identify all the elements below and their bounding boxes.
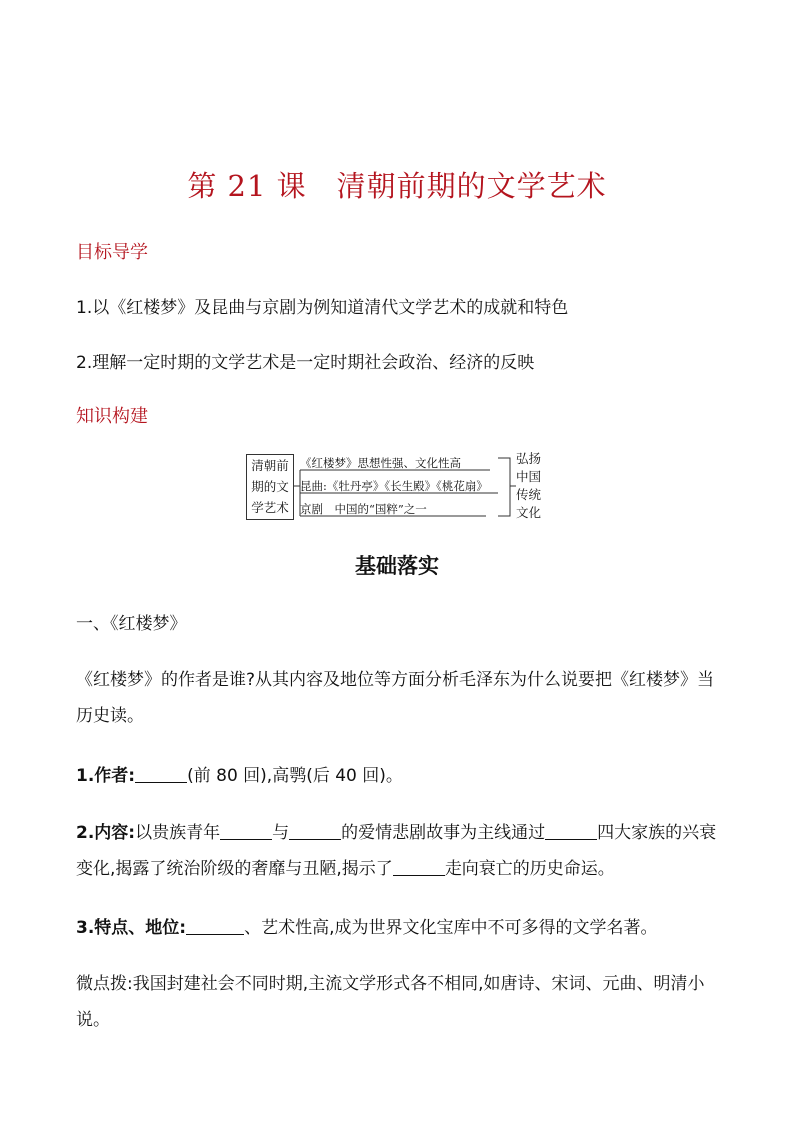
diagram-conclusion (516, 450, 546, 522)
goal-heading: 目标导学 (76, 242, 148, 263)
item-text: 与 (272, 823, 290, 843)
tip-note: 微点拨:我国封建社会不同时期,主流文学形式各不相同,如唐诗、宋词、元曲、明清小说。 (76, 974, 705, 1030)
answer-blank[interactable] (289, 822, 341, 840)
item-text: 走向衰亡的历史命运。 (444, 859, 615, 879)
item-text: 、艺术性高,成为世界文化宝库中不可多得的文学名著。 (244, 918, 658, 938)
item-text: 的爱情悲剧故事为主线通过 (341, 823, 546, 843)
knowledge-diagram (246, 450, 546, 522)
question-text: 《红楼梦》的作者是谁?从其内容及地位等方面分析毛泽东为什么说要把《红楼梦》当历史读。 (76, 670, 715, 726)
answer-blank[interactable] (220, 822, 272, 840)
diagram-row-kunqu: 昆曲:《牡丹亭》《长生殿》《桃花扇》 (300, 479, 488, 493)
diagram-box-line: 期的文 (251, 479, 289, 494)
diagram-row-jingju: 京剧 中国的“国粹”之一 (300, 502, 427, 516)
item-label: 2.内容: (76, 823, 136, 843)
conclusion-line: 弘扬 (516, 451, 542, 466)
item-text: 的兴衰变化,揭露了统治阶级的奢靡与丑陋,揭示了 (76, 823, 717, 879)
conclusion-line: 中国 (516, 469, 542, 484)
answer-blank[interactable] (545, 822, 597, 840)
answer-blank[interactable] (135, 765, 187, 783)
answer-blank[interactable] (393, 858, 445, 876)
conclusion-line: 文化 (516, 505, 542, 520)
item-content (76, 815, 726, 887)
item-feature (76, 913, 658, 938)
diagram-row-hongloumeng: 《红楼梦》思想性强、文化性高 (300, 456, 461, 470)
item-text: (前 80 回),高鹗(后 40 回)。 (187, 766, 403, 786)
goal-1: 1.以《红楼梦》及昆曲与京剧为例知道清代文学艺术的成就和特色 (76, 298, 569, 318)
knowledge-heading: 知识构建 (76, 406, 148, 427)
diagram-box-line: 学艺术 (251, 500, 289, 515)
item-label: 3.特点、地位: (76, 918, 187, 938)
item-text: 四大家族 (597, 823, 666, 843)
page-title: 第 21 课 清朝前期的文学艺术 (187, 169, 607, 203)
conclusion-line: 传统 (516, 487, 542, 502)
goal-2: 2.理解一定时期的文学艺术是一定时期社会政治、经济的反映 (76, 353, 535, 373)
item-label: 1.作者: (76, 766, 136, 786)
item-author (76, 761, 403, 786)
section-title: 一、《红楼梦》 (76, 614, 187, 634)
answer-blank[interactable] (186, 917, 244, 935)
diagram-box-line: 清朝前 (251, 458, 289, 473)
basics-heading: 基础落实 (355, 554, 439, 578)
item-text: 以贵族青年 (135, 823, 221, 843)
